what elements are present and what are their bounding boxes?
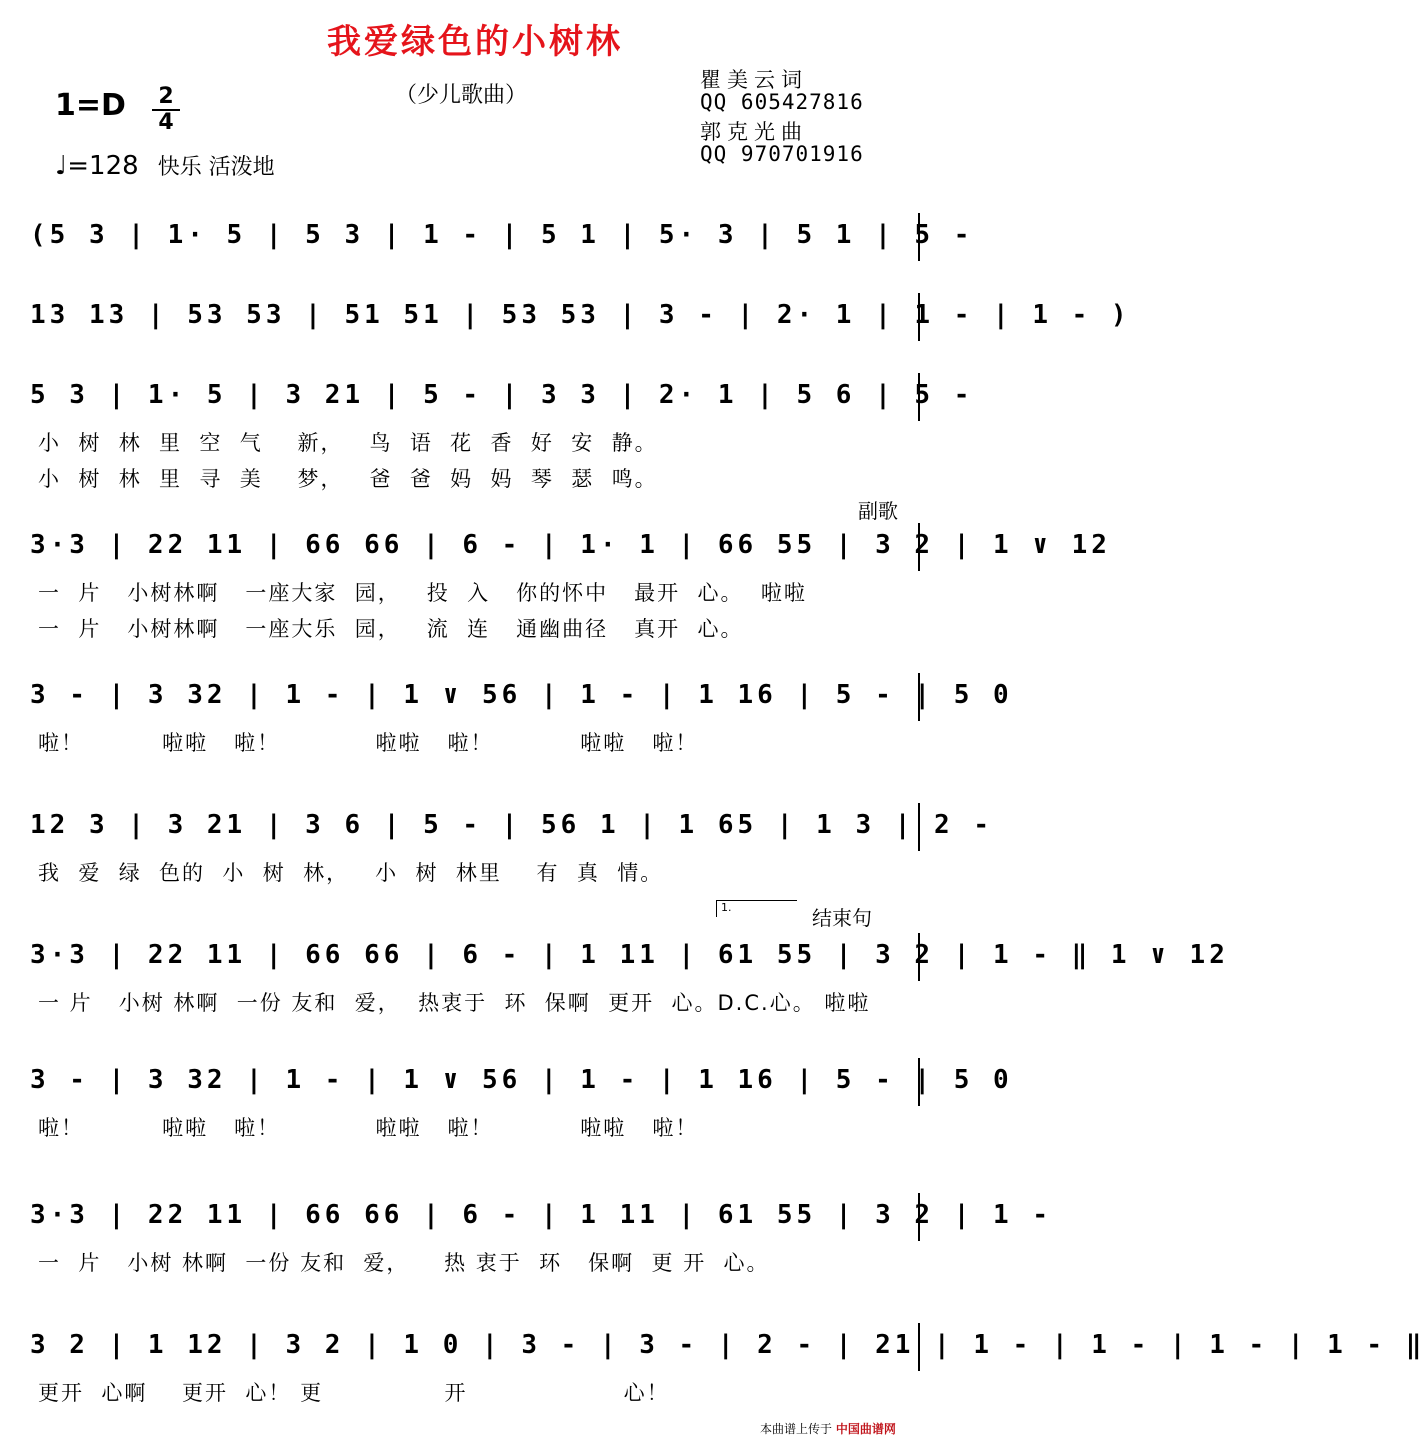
end-barline xyxy=(918,673,920,721)
notation-line: 3 - | 3 32 | 1 - | 1 ∨ 56 | 1 - | 1 16 | 5 - | 5 0 xyxy=(30,680,1013,710)
staff-row xyxy=(30,925,1229,1045)
lyric-line: 啦！ 啦啦 啦！ 啦啦 啦！ 啦啦 啦！ xyxy=(38,731,699,755)
tempo-expression: 快乐 活泼地 xyxy=(157,155,275,180)
end-barline xyxy=(918,293,920,341)
credit-composer-qq: QQ 970701916 xyxy=(700,142,864,166)
lyric-line: 一 片 小树林啊 一座大家 园， 投 入 你的怀中 最开 心。 啦啦 xyxy=(38,581,807,605)
lyric-line: 小 树 林 里 寻 美 梦， 爸 爸 妈 妈 琴 瑟 鸣。 xyxy=(38,467,658,491)
notation-line: 13 13 | 53 53 | 51 51 | 53 53 | 3 - | 2· 1 | 1 - | 1 - ) xyxy=(30,300,1131,330)
end-barline xyxy=(918,1323,920,1371)
time-signature-bottom: 4 xyxy=(158,110,174,135)
notation-line: 3·3 | 22 11 | 66 66 | 6 - | 1 11 | 61 55 | 3 2 | 1 - ‖ 1 ∨ 12 xyxy=(30,940,1229,970)
lyric-line: 一 片 小树林啊 一座大乐 园， 流 连 通幽曲径 真开 心。 xyxy=(38,617,744,641)
staff-row xyxy=(30,795,994,915)
footer-text: 本曲谱上传于 xyxy=(760,1422,833,1436)
notation-line: (5 3 | 1· 5 | 5 3 | 1 - | 5 1 | 5· 3 | 5 1 | 5 - xyxy=(30,220,974,250)
end-barline xyxy=(918,373,920,421)
end-barline xyxy=(918,1193,920,1241)
credit-lyricist-qq: QQ 605427816 xyxy=(700,90,864,114)
notation-line: 3 - | 3 32 | 1 - | 1 ∨ 56 | 1 - | 1 16 | 5 - | 5 0 xyxy=(30,1065,1013,1095)
notation-line: 5 3 | 1· 5 | 3 21 | 5 - | 3 3 | 2· 1 | 5 6 | 5 - xyxy=(30,380,974,410)
tempo xyxy=(55,150,275,181)
time-signature xyxy=(152,86,180,134)
lyric-line: 一 片 小树 林啊 一份 友和 爱， 热 衷于 环 保啊 更 开 心。 xyxy=(38,1251,770,1275)
page-title: 我爱绿色的小树林 xyxy=(327,22,623,62)
ending-label: 结束句 xyxy=(812,906,872,930)
staff-row xyxy=(30,1050,1013,1170)
notation-line: 12 3 | 3 21 | 3 6 | 5 - | 56 1 | 1 65 | 1 3 | 2 - xyxy=(30,810,994,840)
end-barline xyxy=(918,803,920,851)
chorus-label: 副歌 xyxy=(858,499,898,523)
staff-row xyxy=(30,665,1013,785)
notation-line: 3 2 | 1 12 | 3 2 | 1 0 | 3 - | 3 - | 2 - | 21 | 1 - | 1 - | 1 - | 1 - ‖ xyxy=(30,1330,1425,1360)
notation-line: 3·3 | 22 11 | 66 66 | 6 - | 1 11 | 61 55 | 3 2 | 1 - xyxy=(30,1200,1052,1230)
footer xyxy=(760,1420,896,1437)
credit-lyricist: 瞿美云词 xyxy=(700,68,808,92)
credit-composer: 郭克光曲 xyxy=(700,120,808,144)
end-barline xyxy=(918,523,920,571)
footer-brand: 中国曲谱网 xyxy=(835,1422,896,1436)
end-barline xyxy=(918,213,920,261)
lyric-line: 小 树 林 里 空 气 新， 鸟 语 花 香 好 安 静。 xyxy=(38,431,658,455)
volta-label: 1. xyxy=(721,901,732,914)
subtitle: （少儿歌曲） xyxy=(395,83,528,108)
lyric-line: 啦！ 啦啦 啦！ 啦啦 啦！ 啦啦 啦！ xyxy=(38,1116,699,1140)
lyric-line: 一 片 小树 林啊 一份 友和 爱， 热衷于 环 保啊 更开 心。D.C.心。 啦啦 xyxy=(38,991,871,1015)
staff-row xyxy=(30,515,1111,641)
end-barline xyxy=(918,933,920,981)
time-signature-top: 2 xyxy=(158,84,174,109)
end-barline xyxy=(918,1058,920,1106)
staff-row xyxy=(30,365,974,491)
notation-line: 3·3 | 22 11 | 66 66 | 6 - | 1· 1 | 66 55 | 3 2 | 1 ∨ 12 xyxy=(30,530,1111,560)
lyric-line: 我 爱 绿 色的 小 树 林， 小 树 林里 有 真 情。 xyxy=(38,861,664,885)
staff-row xyxy=(30,1315,1425,1435)
staff-row xyxy=(30,1185,1052,1305)
lyric-line: 更开 心啊 更开 心！ 更 开 心！ xyxy=(38,1381,670,1405)
tempo-mark: ♩=128 xyxy=(55,151,139,181)
key-signature: 1=D xyxy=(55,88,126,123)
